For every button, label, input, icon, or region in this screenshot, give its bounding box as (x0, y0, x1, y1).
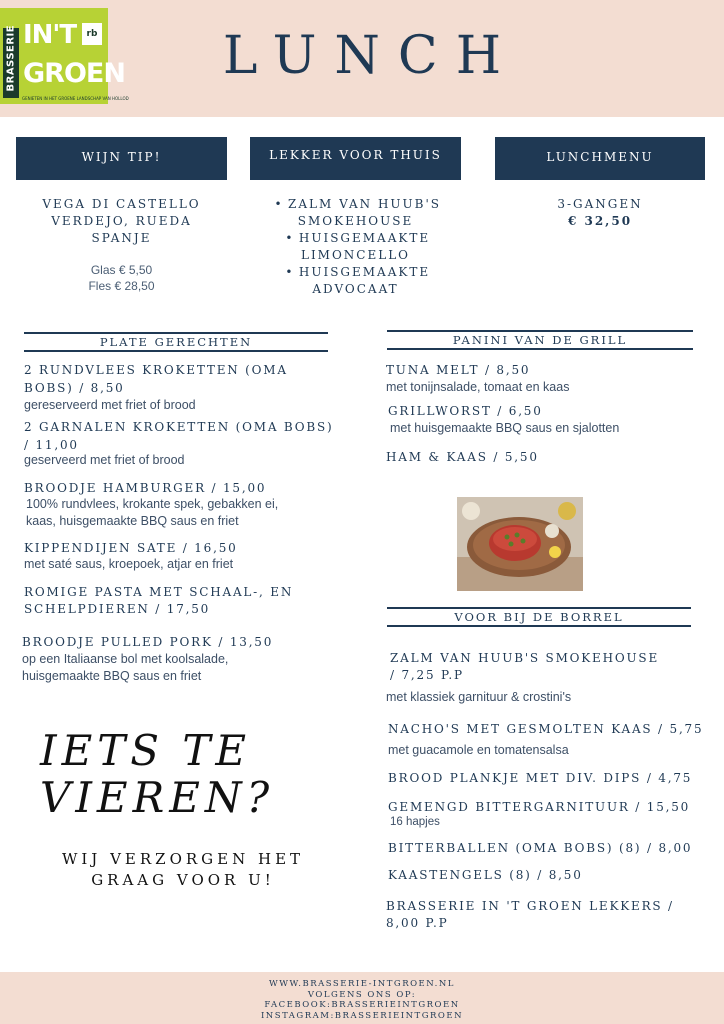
logo-line-2: GROEN (23, 58, 125, 89)
lunchmenu-courses: 3-GANGEN (557, 197, 643, 211)
menu-item-title: BITTERBALLEN (OMA BOBS) (8) / 8,00 (388, 841, 693, 855)
menu-item-title: BRASSERIE IN 'T GROEN LEKKERS / (386, 899, 674, 913)
list-item-cont: LIMONCELLO (300, 248, 411, 262)
wijn-name-line-2: VERDEJO, RUEDA (51, 214, 192, 228)
wijn-tip-content (16, 196, 227, 294)
menu-item-title: BROODJE PULLED PORK / 13,50 (22, 635, 274, 649)
lekker-voor-thuis-box: LEKKER VOOR THUIS (250, 137, 461, 180)
menu-item-title: KAASTENGELS (8) / 8,50 (388, 868, 583, 882)
lunchmenu-box: LUNCHMENU (495, 137, 705, 180)
menu-item-desc: met huisgemaakte BBQ saus en sjalotten (390, 421, 620, 435)
menu-item-title: ZALM VAN HUUB'S SMOKEHOUSE (390, 651, 660, 665)
plate-gerechten-header: PLATE GERECHTEN (24, 332, 328, 352)
menu-item-title-cont: BOBS) / 8,50 (24, 381, 125, 395)
wijn-fles-price: Fles € 28,50 (88, 279, 155, 293)
menu-item-desc: met klassiek garnituur & crostini's (386, 690, 572, 704)
logo-badge: rb (82, 23, 102, 45)
menu-item-title-cont: SCHELPDIEREN / 17,50 (24, 602, 211, 616)
follow-us-label: VOLGENS ONS OP: (307, 989, 417, 1000)
lunchmenu-content (495, 196, 705, 230)
list-item: • ZALM VAN HUUB'S (250, 196, 461, 213)
lekker-voor-thuis-list (250, 196, 461, 298)
facebook-link[interactable]: FACEBOOK:BRASSERIEINTGROEN (264, 1000, 460, 1010)
bullet-icon: • (285, 231, 295, 245)
menu-item-desc: geserveerd met friet of brood (24, 453, 185, 467)
list-item: • HUISGEMAAKTE (250, 264, 461, 281)
subtitle-line-1: WIJ VERZORGEN HET (61, 850, 305, 868)
panini-header: PANINI VAN DE GRILL (387, 330, 693, 350)
menu-item-title-cont: / 7,25 P.P (390, 668, 464, 682)
wijn-name-line-1: VEGA DI CASTELLO (42, 197, 201, 211)
logo-tagline: GENIETEN IN HET GROENE LANDSCHAP VAN HOLLOD (22, 96, 129, 101)
list-item-cont: ADVOCAAT (312, 282, 399, 296)
wijn-tip-box: WIJN TIP! (16, 137, 227, 180)
subtitle-line-2: GRAAG VOOR U! (91, 871, 275, 889)
menu-item-desc: op een Italiaanse bol met koolsalade, (22, 652, 229, 666)
wijn-glas-price: Glas € 5,50 (90, 263, 153, 277)
logo-line-1: IN'T (23, 20, 77, 50)
list-item: • HUISGEMAAKTE (250, 230, 461, 247)
menu-item-title: 2 RUNDVLEES KROKETTEN (OMA (24, 363, 288, 377)
footer-band (0, 972, 724, 1024)
steak-tartare-photo (457, 497, 583, 591)
website-link[interactable]: WWW.BRASSERIE-INTGROEN.NL (269, 979, 455, 989)
heading-line-1: IETS TE (40, 726, 252, 775)
wijn-name-line-3: SPANJE (91, 231, 152, 245)
menu-item-title: HAM & KAAS / 5,50 (386, 450, 539, 464)
page-title: LUNCH (222, 26, 520, 86)
menu-item-desc: gereserveerd met friet of brood (24, 398, 196, 412)
header-band (0, 0, 724, 117)
menu-item-title: TUNA MELT / 8,50 (386, 363, 531, 377)
iets-te-vieren-subtitle (28, 849, 338, 891)
food-image (457, 497, 583, 591)
bullet-icon: • (274, 197, 284, 211)
menu-item-desc: huisgemaakte BBQ saus en friet (22, 669, 202, 683)
menu-item-title: GEMENGD BITTERGARNITUUR / 15,50 (388, 800, 691, 814)
menu-item-desc: met guacamole en tomatensalsa (388, 743, 569, 757)
menu-item-title: BROOD PLANKJE MET DIV. DIPS / 4,75 (388, 771, 693, 785)
menu-item-title: 2 GARNALEN KROKETTEN (OMA BOBS) (24, 420, 334, 434)
heading-line-2: VIEREN? (40, 773, 275, 822)
iets-te-vieren-heading (40, 727, 330, 821)
menu-item-title-cont: 8,00 P.P (386, 916, 449, 930)
menu-item-title: NACHO'S MET GESMOLTEN KAAS / 5,75 (388, 722, 704, 736)
logo-vertical-text: BRASSERIE (5, 24, 17, 92)
list-item-cont: SMOKEHOUSE (297, 214, 414, 228)
menu-item-title: BROODJE HAMBURGER / 15,00 (24, 481, 267, 495)
voor-bij-de-borrel-header: VOOR BIJ DE BORREL (387, 607, 691, 627)
menu-item-desc: 100% rundvlees, krokante spek, gebakken ei, (26, 497, 279, 511)
menu-item-title: GRILLWORST / 6,50 (388, 404, 543, 418)
menu-item-title-cont: / 11,00 (24, 438, 79, 452)
menu-item-desc: met tonijnsalade, tomaat en kaas (386, 380, 570, 394)
menu-item-desc: met saté saus, kroepoek, atjar en friet (24, 557, 234, 571)
menu-item-desc: 16 hapjes (390, 816, 440, 828)
menu-item-title: ROMIGE PASTA MET SCHAAL-, EN (24, 585, 294, 599)
bullet-icon: • (285, 265, 295, 279)
lunchmenu-price: € 32,50 (567, 214, 633, 228)
menu-item-desc: kaas, huisgemaakte BBQ saus en friet (26, 514, 239, 528)
menu-item-title: KIPPENDIJEN SATE / 16,50 (24, 541, 238, 555)
instagram-link[interactable]: INSTAGRAM:BRASSERIEINTGROEN (260, 1010, 464, 1021)
